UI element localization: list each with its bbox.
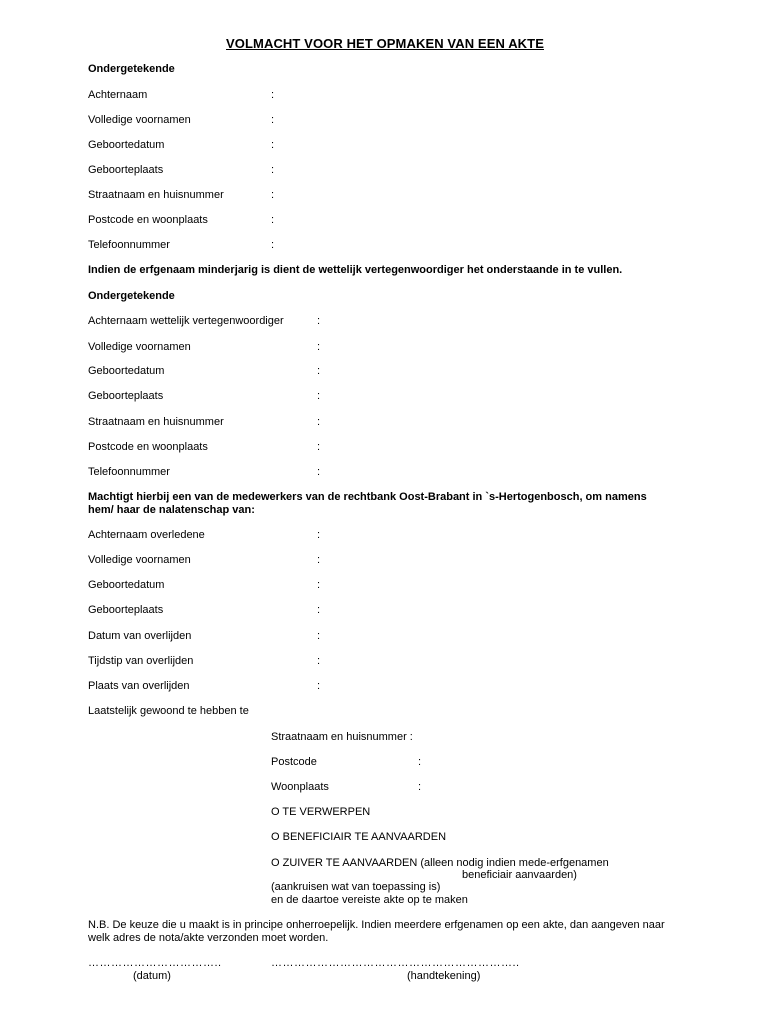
field-label: Geboortedatum [88, 579, 165, 591]
nb-note: N.B. De keuze die u maakt is in principe onherroepelijk. Indien meerdere erfgenamen op een akte, dan aangeven naar welk adres de nota/akte verzonden moet worden. [88, 919, 665, 944]
minor-note: Indien de erfgenaam minderjarig is dient de wettelijk vertegenwoordiger het onderstaande in te vullen. [88, 264, 623, 276]
field-label: Achternaam [88, 89, 148, 101]
field-label: Straatnaam en huisnummer [88, 189, 224, 201]
field-label: Geboortedatum [88, 365, 165, 377]
field-label: Datum van overlijden [88, 630, 192, 642]
field-label: Geboorteplaats [88, 164, 164, 176]
field-colon: : [271, 164, 275, 176]
field-label: Plaats van overlijden [88, 680, 190, 692]
field-colon: : [271, 114, 275, 126]
field-colon: : [418, 781, 422, 793]
field-label: Postcode en woonplaats [88, 214, 208, 226]
field-label: Straatnaam en huisnummer [88, 416, 224, 428]
option-pure-accept-continued: beneficiair aanvaarden) [462, 869, 577, 881]
field-label: Telefoonnummer [88, 239, 170, 251]
field-colon: : [317, 579, 321, 591]
field-label: Achternaam overledene [88, 529, 205, 541]
field-colon: : [271, 139, 275, 151]
field-colon: : [317, 529, 321, 541]
date-label: (datum) [133, 970, 171, 982]
field-colon: : [317, 655, 321, 667]
signature-label: (handtekening) [407, 970, 481, 982]
field-colon: : [317, 604, 321, 616]
field-colon: : [317, 441, 321, 453]
field-colon: : [317, 466, 321, 478]
field-label: Achternaam wettelijk vertegenwoordiger [88, 315, 284, 327]
address-street-label: Straatnaam en huisnummer : [271, 731, 413, 743]
option-beneficiary[interactable]: O BENEFICIAIR TE AANVAARDEN [271, 831, 447, 843]
field-colon: : [317, 315, 321, 327]
field-label: Volledige voornamen [88, 554, 191, 566]
field-colon: : [271, 89, 275, 101]
field-colon: : [317, 554, 321, 566]
field-colon: : [271, 189, 275, 201]
field-label: Tijdstip van overlijden [88, 655, 194, 667]
field-label: Volledige voornamen [88, 341, 191, 353]
field-label: Geboorteplaats [88, 390, 164, 402]
field-colon: : [317, 341, 321, 353]
field-colon: : [317, 630, 321, 642]
option-pure-accept[interactable]: O ZUIVER TE AANVAARDEN (alleen nodig indien mede-erfgenamen [271, 857, 609, 869]
document-title: VOLMACHT VOOR HET OPMAKEN VAN EEN AKTE [226, 36, 544, 51]
field-colon: : [317, 680, 321, 692]
field-label: Geboorteplaats [88, 604, 164, 616]
section2-heading: Ondergetekende [88, 290, 175, 302]
field-colon: : [271, 214, 275, 226]
deed-note: en de daartoe vereiste akte op te maken [271, 894, 468, 906]
field-colon: : [317, 416, 321, 428]
date-line[interactable]: …………………………….. [88, 957, 222, 969]
field-colon: : [317, 390, 321, 402]
authorization-text: Machtigt hierbij een van de medewerkers van de rechtbank Oost-Brabant in `s-Hertogenbosch, om namens hem/ haar de nalatenschap van: [88, 491, 647, 516]
field-label: Postcode en woonplaats [88, 441, 208, 453]
check-note: (aankruisen wat van toepassing is) [271, 881, 441, 893]
address-city-label: Woonplaats [271, 781, 329, 793]
field-colon: : [271, 239, 275, 251]
field-label: Telefoonnummer [88, 466, 170, 478]
field-colon: : [317, 365, 321, 377]
field-colon: : [418, 756, 422, 768]
field-label: Volledige voornamen [88, 114, 191, 126]
address-postcode-label: Postcode [271, 756, 317, 768]
section1-heading: Ondergetekende [88, 63, 175, 75]
option-reject[interactable]: O TE VERWERPEN [271, 806, 371, 818]
signature-line[interactable]: ……………………………………………………….. [271, 957, 520, 969]
last-residence-label: Laatstelijk gewoond te hebben te [88, 705, 249, 717]
field-label: Geboortedatum [88, 139, 165, 151]
